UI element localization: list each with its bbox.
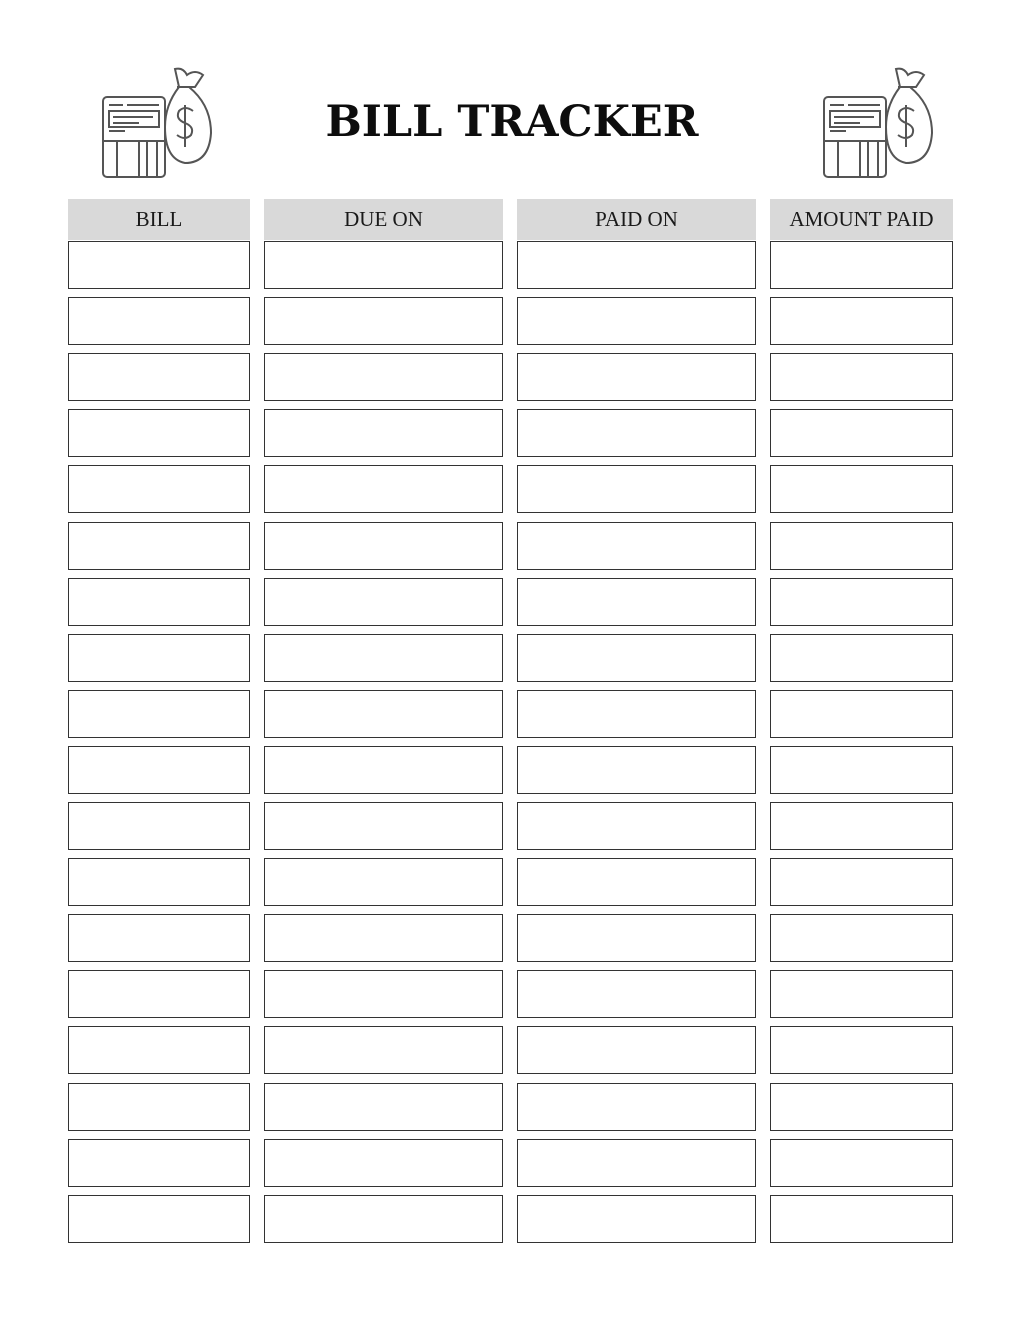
column-header-bill: BILL [68, 199, 250, 240]
table-cell-paid-on[interactable] [517, 353, 756, 401]
bill-and-money-bag-icon [822, 67, 934, 179]
table-cell-paid-on[interactable] [517, 578, 756, 626]
table-cell-amount-paid[interactable] [770, 970, 953, 1018]
table-cell-paid-on[interactable] [517, 1195, 756, 1243]
table-cell-bill[interactable] [68, 241, 250, 289]
table-cell-amount-paid[interactable] [770, 690, 953, 738]
table-cell-amount-paid[interactable] [770, 1139, 953, 1187]
table-cell-amount-paid[interactable] [770, 914, 953, 962]
table-cell-amount-paid[interactable] [770, 409, 953, 457]
table-cell-paid-on[interactable] [517, 1139, 756, 1187]
table-cell-amount-paid[interactable] [770, 1195, 953, 1243]
table-cell-paid-on[interactable] [517, 522, 756, 570]
table-cell-bill[interactable] [68, 1139, 250, 1187]
table-cell-due-on[interactable] [264, 1026, 503, 1074]
table-cell-due-on[interactable] [264, 914, 503, 962]
table-cell-paid-on[interactable] [517, 802, 756, 850]
table-cell-amount-paid[interactable] [770, 578, 953, 626]
table-cell-due-on[interactable] [264, 353, 503, 401]
table-cell-due-on[interactable] [264, 1139, 503, 1187]
table-cell-bill[interactable] [68, 802, 250, 850]
table-cell-due-on[interactable] [264, 802, 503, 850]
table-cell-amount-paid[interactable] [770, 1083, 953, 1131]
table-cell-bill[interactable] [68, 1083, 250, 1131]
table-cell-due-on[interactable] [264, 858, 503, 906]
table-cell-paid-on[interactable] [517, 1083, 756, 1131]
table-cell-paid-on[interactable] [517, 690, 756, 738]
table-cell-bill[interactable] [68, 746, 250, 794]
table-cell-amount-paid[interactable] [770, 241, 953, 289]
table-cell-due-on[interactable] [264, 1083, 503, 1131]
page-title: BILL TRACKER [325, 97, 699, 147]
table-cell-bill[interactable] [68, 578, 250, 626]
table-cell-paid-on[interactable] [517, 1026, 756, 1074]
table-cell-amount-paid[interactable] [770, 353, 953, 401]
column-header-amount-paid: AMOUNT PAID [770, 199, 953, 240]
table-cell-amount-paid[interactable] [770, 297, 953, 345]
table-cell-paid-on[interactable] [517, 297, 756, 345]
table-cell-paid-on[interactable] [517, 858, 756, 906]
table-cell-bill[interactable] [68, 858, 250, 906]
table-cell-due-on[interactable] [264, 746, 503, 794]
table-cell-paid-on[interactable] [517, 634, 756, 682]
table-cell-bill[interactable] [68, 914, 250, 962]
table-cell-amount-paid[interactable] [770, 465, 953, 513]
table-cell-bill[interactable] [68, 634, 250, 682]
table-cell-amount-paid[interactable] [770, 634, 953, 682]
table-cell-paid-on[interactable] [517, 746, 756, 794]
table-cell-bill[interactable] [68, 353, 250, 401]
table-cell-due-on[interactable] [264, 634, 503, 682]
table-cell-bill[interactable] [68, 297, 250, 345]
table-cell-amount-paid[interactable] [770, 858, 953, 906]
column-header-paid-on: PAID ON [517, 199, 756, 240]
table-cell-due-on[interactable] [264, 970, 503, 1018]
table-cell-paid-on[interactable] [517, 409, 756, 457]
table-cell-paid-on[interactable] [517, 970, 756, 1018]
table-cell-due-on[interactable] [264, 1195, 503, 1243]
table-cell-bill[interactable] [68, 1026, 250, 1074]
table-cell-paid-on[interactable] [517, 465, 756, 513]
table-cell-paid-on[interactable] [517, 914, 756, 962]
table-cell-due-on[interactable] [264, 690, 503, 738]
table-cell-due-on[interactable] [264, 297, 503, 345]
table-cell-bill[interactable] [68, 690, 250, 738]
column-header-due-on: DUE ON [264, 199, 503, 240]
table-cell-bill[interactable] [68, 522, 250, 570]
table-cell-amount-paid[interactable] [770, 1026, 953, 1074]
table-cell-paid-on[interactable] [517, 241, 756, 289]
table-cell-due-on[interactable] [264, 578, 503, 626]
table-cell-due-on[interactable] [264, 241, 503, 289]
table-cell-amount-paid[interactable] [770, 522, 953, 570]
table-cell-bill[interactable] [68, 409, 250, 457]
table-cell-bill[interactable] [68, 1195, 250, 1243]
table-cell-amount-paid[interactable] [770, 802, 953, 850]
table-cell-due-on[interactable] [264, 465, 503, 513]
table-cell-due-on[interactable] [264, 522, 503, 570]
table-cell-amount-paid[interactable] [770, 746, 953, 794]
table-cell-bill[interactable] [68, 970, 250, 1018]
table-cell-due-on[interactable] [264, 409, 503, 457]
table-cell-bill[interactable] [68, 465, 250, 513]
